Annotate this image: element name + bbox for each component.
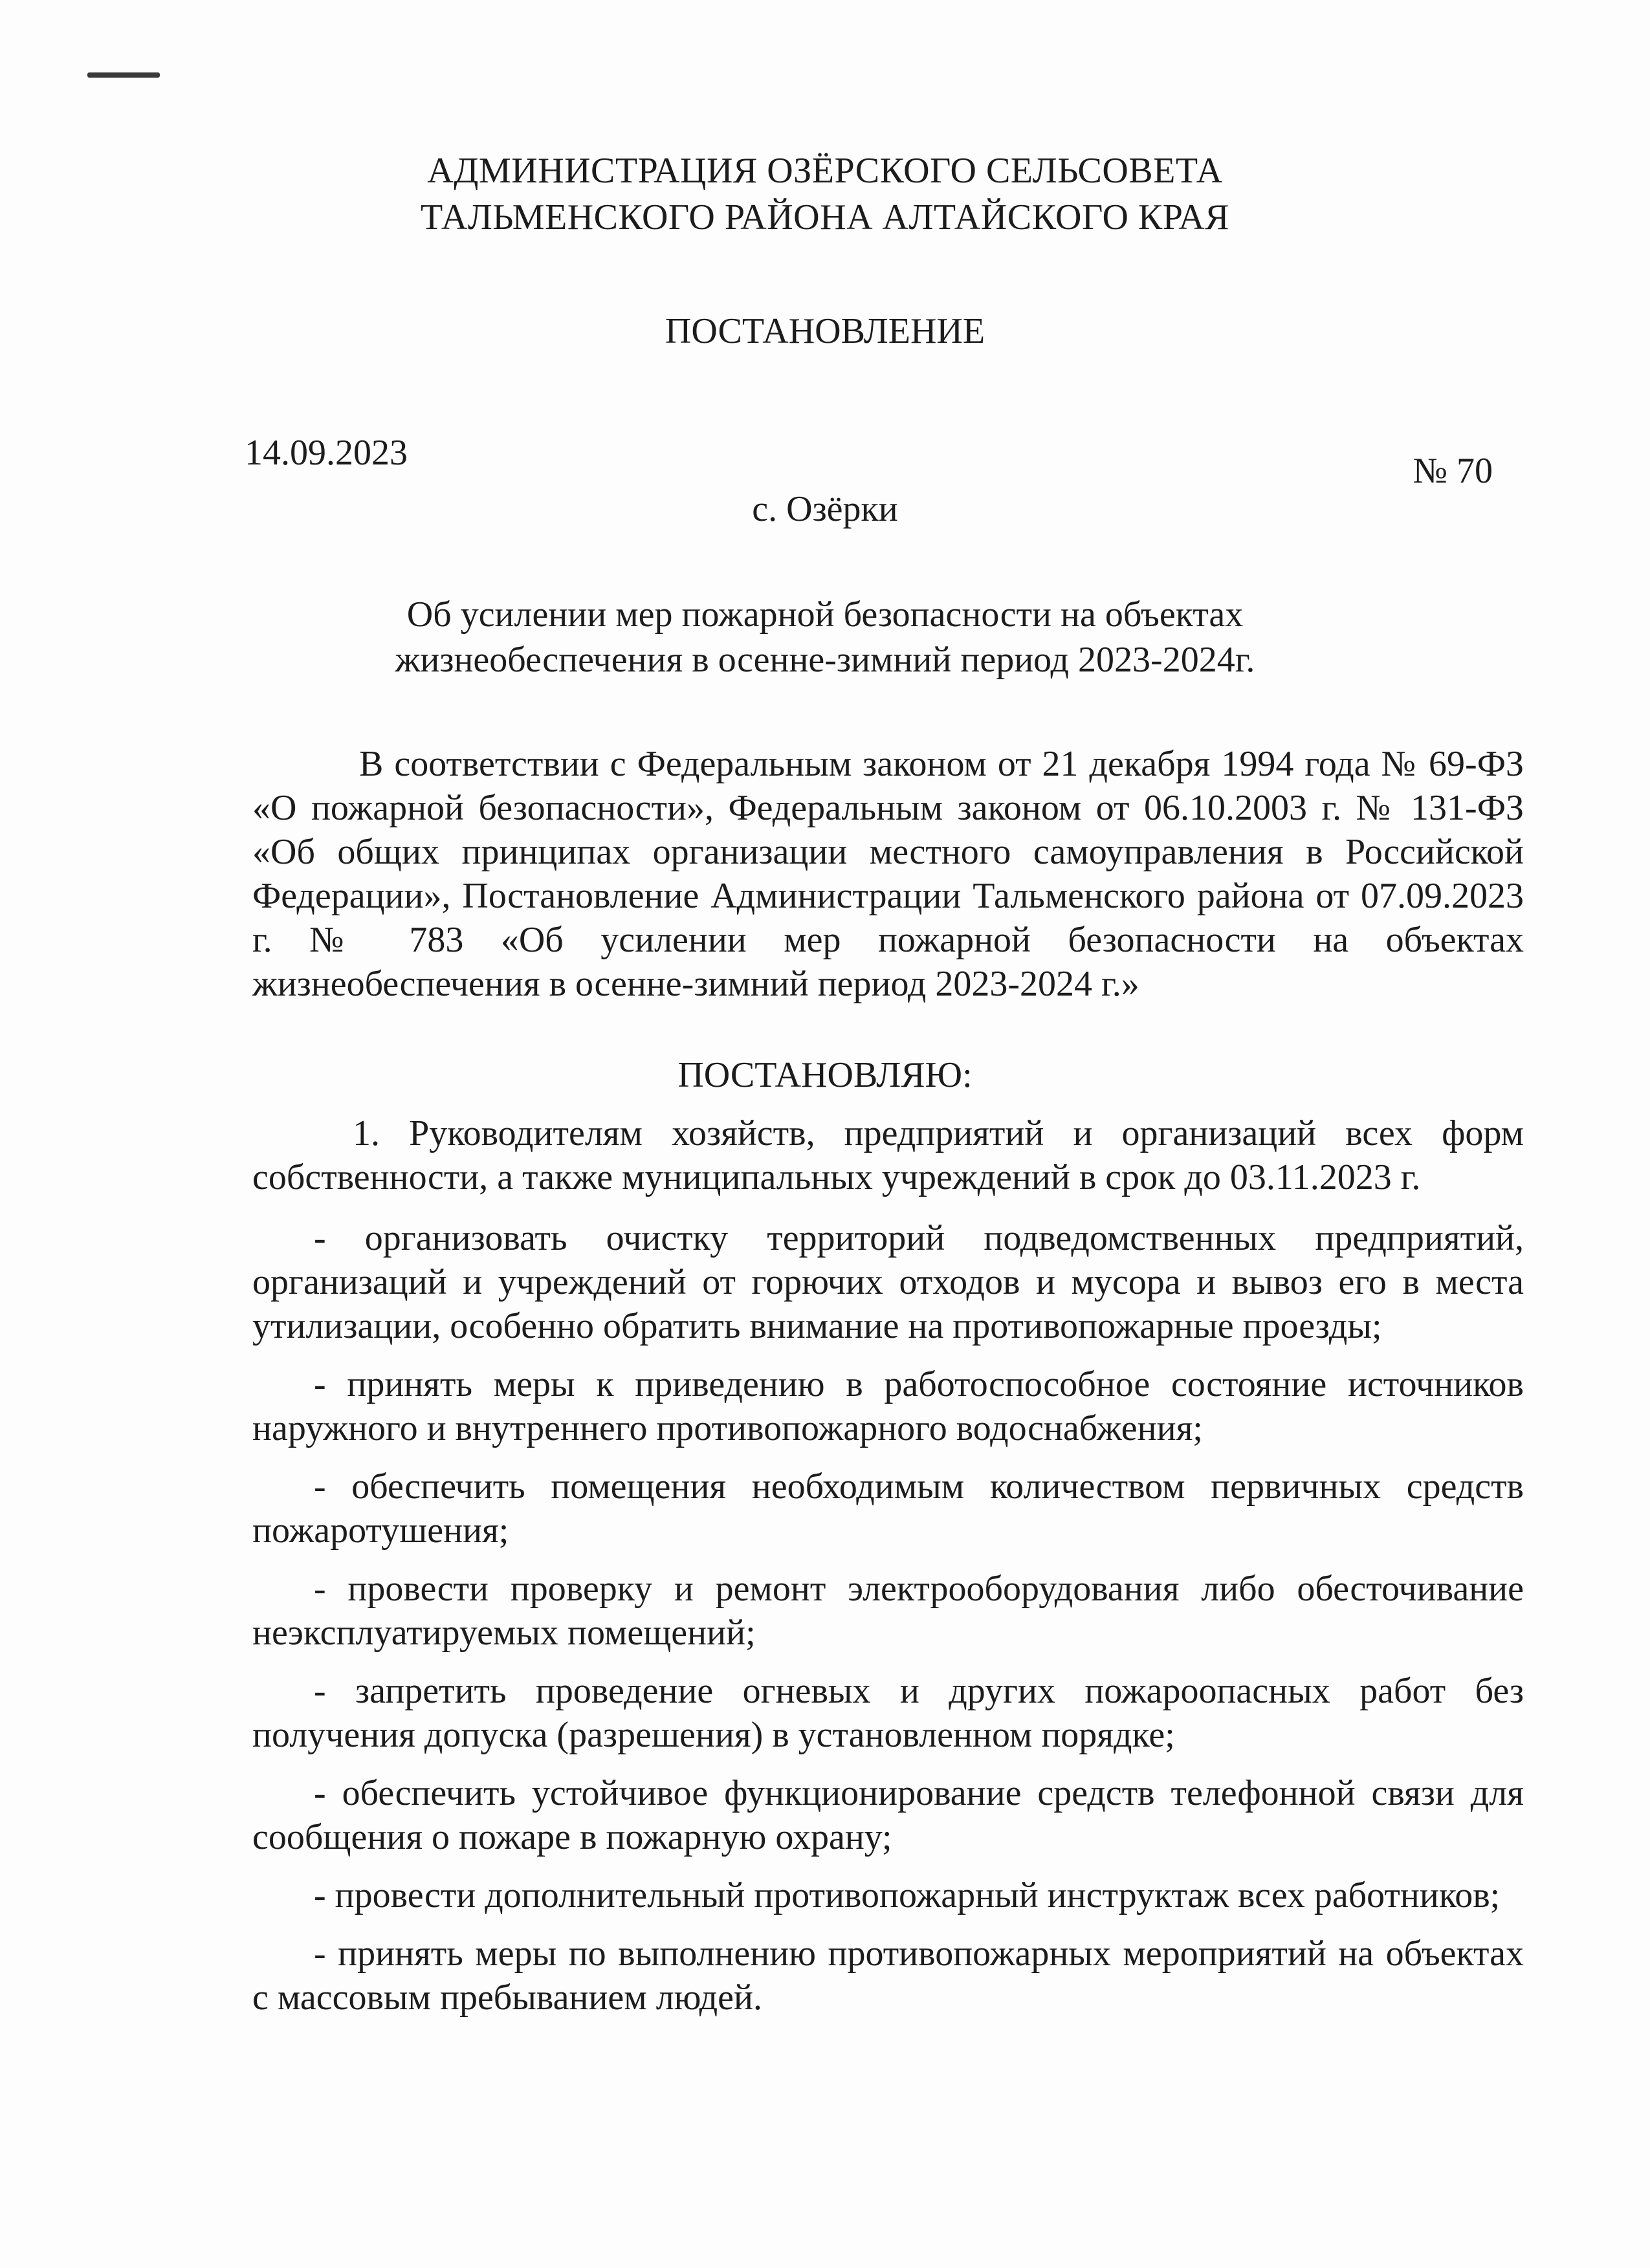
list-item: - провести дополнительный противопожарный инструктаж всех работников; bbox=[314, 1875, 1501, 1915]
issuer-header bbox=[0, 147, 1650, 241]
measures-list bbox=[252, 1216, 1524, 2034]
list-item: - принять меры по выполнению противопожарных мероприятий на объектах с массовым пребыванием людей. bbox=[252, 1934, 1524, 2018]
document-subject: Об усилении мер пожарной безопасности на объектах жизнеобеспечения в осенне-зимний период 2023-2024г. bbox=[395, 594, 1255, 680]
preamble-paragraph: В соответствии с Федеральным законом от 21 декабря 1994 года № 69-ФЗ «О пожарной безопасности», Федеральным законом от 06.10.2003 г. № 131-ФЗ «Об общих принципах организации местного самоуправления в Российской Федерации», Постановление Администрации Тальменского района от 07.09.2023 г. № 783 «Об усилении мер пожарной безопасности на объектах жизнеобеспечения в осенне-зимний период 2023-2024 г.» bbox=[252, 744, 1524, 1004]
issuer-line-1: АДМИНИСТРАЦИЯ ОЗЁРСКОГО СЕЛЬСОВЕТА bbox=[427, 151, 1223, 191]
list-item: - запретить проведение огневых и других пожароопасных работ без получения допуска (разрешения) в установленном порядке; bbox=[252, 1671, 1524, 1755]
document-place: с. Озёрки bbox=[752, 489, 898, 529]
resolve-heading: ПОСТАНОВЛЯЮ: bbox=[677, 1055, 973, 1095]
list-item: - провести проверку и ремонт электрооборудования либо обесточивание неэксплуатируемых помещений; bbox=[252, 1569, 1524, 1653]
issuer-line-2: ТАЛЬМЕНСКОГО РАЙОНА АЛТАЙСКОГО КРАЯ bbox=[420, 197, 1230, 237]
list-item: - организовать очистку территорий подведомственных предприятий, организаций и учреждений от горючих отходов и мусора и вывоз его в места утилизации, особенно обратить внимание на противопожарные проезды; bbox=[252, 1218, 1524, 1346]
document-date: 14.09.2023 bbox=[245, 433, 408, 473]
list-item: - обеспечить устойчивое функционирование средств телефонной связи для сообщения о пожаре в пожарную охрану; bbox=[252, 1773, 1524, 1857]
item-1-paragraph: 1. Руководителям хозяйств, предприятий и организаций всех форм собственности, а также муниципальных учреждений в срок до 03.11.2023 г. bbox=[252, 1113, 1524, 1197]
document-type: ПОСТАНОВЛЕНИЕ bbox=[665, 311, 985, 351]
list-item: - обеспечить помещения необходимым количеством первичных средств пожаротушения; bbox=[252, 1467, 1524, 1551]
list-item: - принять меры к приведению в работоспособное состояние источников наружного и внутреннего противопожарного водоснабжения; bbox=[252, 1364, 1524, 1448]
document-number: № 70 bbox=[1413, 451, 1493, 491]
scan-mark bbox=[87, 72, 160, 78]
